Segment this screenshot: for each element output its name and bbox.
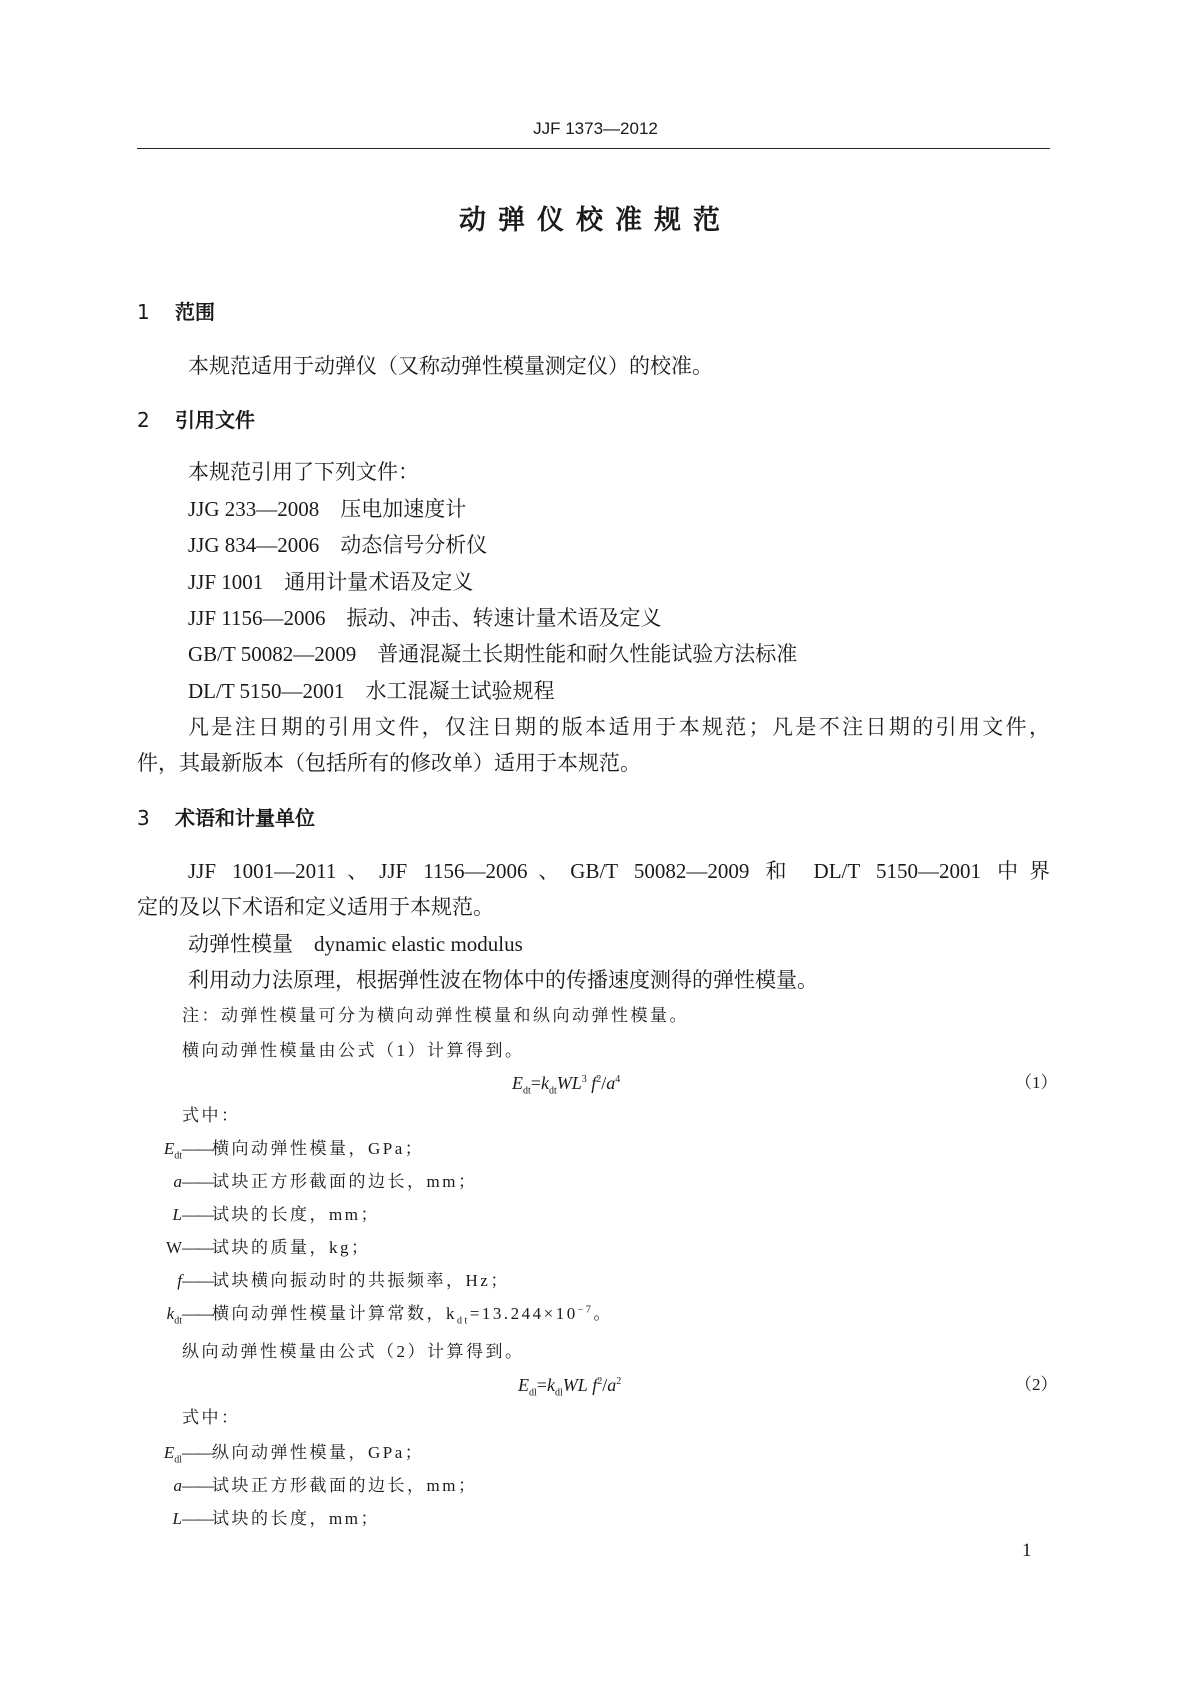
reference-item: JJG 834—2006 动态信号分析仪 (188, 533, 488, 557)
variable-def: $k_{dt}——$横向动弹性模量计算常数，$k_{dt}=13.244\times 10^{-7}$。 (166, 1304, 613, 1327)
header-rule (137, 148, 1050, 149)
section-title: 术语和计量单位 (175, 806, 315, 830)
section-number: 2 (137, 408, 150, 432)
term-note: 注：动弹性模量可分为横向动弹性模量和纵向动弹性模量。 (182, 1006, 689, 1025)
equation-2: $E_{dl}=k_{dl}WL$ $f^2/a^2$ (518, 1375, 622, 1399)
page-title: 动弹仪校准规范 (459, 205, 732, 236)
variable-def: W——试块的质量，kg； (165, 1238, 371, 1257)
running-header: JJF 1373—2012 (533, 119, 658, 138)
section-number: 1 (137, 300, 150, 324)
eq1-intro: 横向动弹性模量由公式（1）计算得到。 (182, 1041, 525, 1060)
section-title: 范围 (175, 300, 215, 324)
scope-text: 本规范适用于动弹仪（又称动弹性模量测定仪）的校准。 (188, 354, 713, 378)
equation-2-number: （2） (1015, 1375, 1058, 1394)
variable-def: L——试块的长度，mm； (172, 1205, 380, 1224)
term-definition: 利用动力法原理，根据弹性波在物体中的传播速度测得的弹性模量。 (188, 968, 818, 992)
equation-1-number: （1） (1015, 1073, 1058, 1092)
section-2-heading (137, 410, 255, 430)
section-title: 引用文件 (175, 408, 255, 432)
section-1-heading (137, 302, 215, 322)
reference-item: GB/T 50082—2009 普通混凝土长期性能和耐久性能试验方法标准 (188, 642, 798, 666)
terms-para-line2: 定的及以下术语和定义适用于本规范。 (137, 895, 494, 919)
variable-def: $E_{dl}——$纵向动弹性模量，GPa； (163, 1443, 425, 1466)
variable-def: f——试块横向振动时的共振频率，Hz； (177, 1271, 510, 1290)
reference-item: JJF 1001 通用计量术语及定义 (188, 570, 474, 594)
equation-1: $E_{dt}=k_{dt}WL^3$ $f^2/a^4$ (512, 1073, 621, 1097)
section-3-heading (137, 808, 315, 828)
where-label: 式中： (182, 1106, 241, 1125)
terms-para-line1: JJF 1001—2011、JJF 1156—2006、GB/T 50082—2009 和 DL/T 5150—2001 中界 (188, 859, 1050, 883)
eq2-intro: 纵向动弹性模量由公式（2）计算得到。 (182, 1342, 525, 1361)
where-label: 式中： (182, 1408, 241, 1427)
page-number: 1 (1022, 1540, 1032, 1561)
section-number: 3 (137, 806, 150, 830)
term-name: 动弹性模量 dynamic elastic modulus (188, 932, 523, 956)
variable-def: a——试块正方形截面的边长，mm； (173, 1172, 478, 1191)
reference-item: JJF 1156—2006 振动、冲击、转速计量术语及定义 (188, 606, 662, 630)
references-note-line2: 件，其最新版本（包括所有的修改单）适用于本规范。 (137, 751, 641, 775)
references-intro: 本规范引用了下列文件： (188, 460, 419, 484)
reference-item: DL/T 5150—2001 水工混凝土试验规程 (188, 679, 555, 703)
reference-item: JJG 233—2008 压电加速度计 (188, 497, 467, 521)
variable-def: $E_{dt}——$横向动弹性模量，GPa； (163, 1139, 425, 1162)
references-note-line1: 凡是注日期的引用文件，仅注日期的版本适用于本规范；凡是不注日期的引用文件， (188, 715, 1050, 739)
variable-def: L——试块的长度，mm； (172, 1509, 380, 1528)
variable-def: a——试块正方形截面的边长，mm； (173, 1476, 478, 1495)
